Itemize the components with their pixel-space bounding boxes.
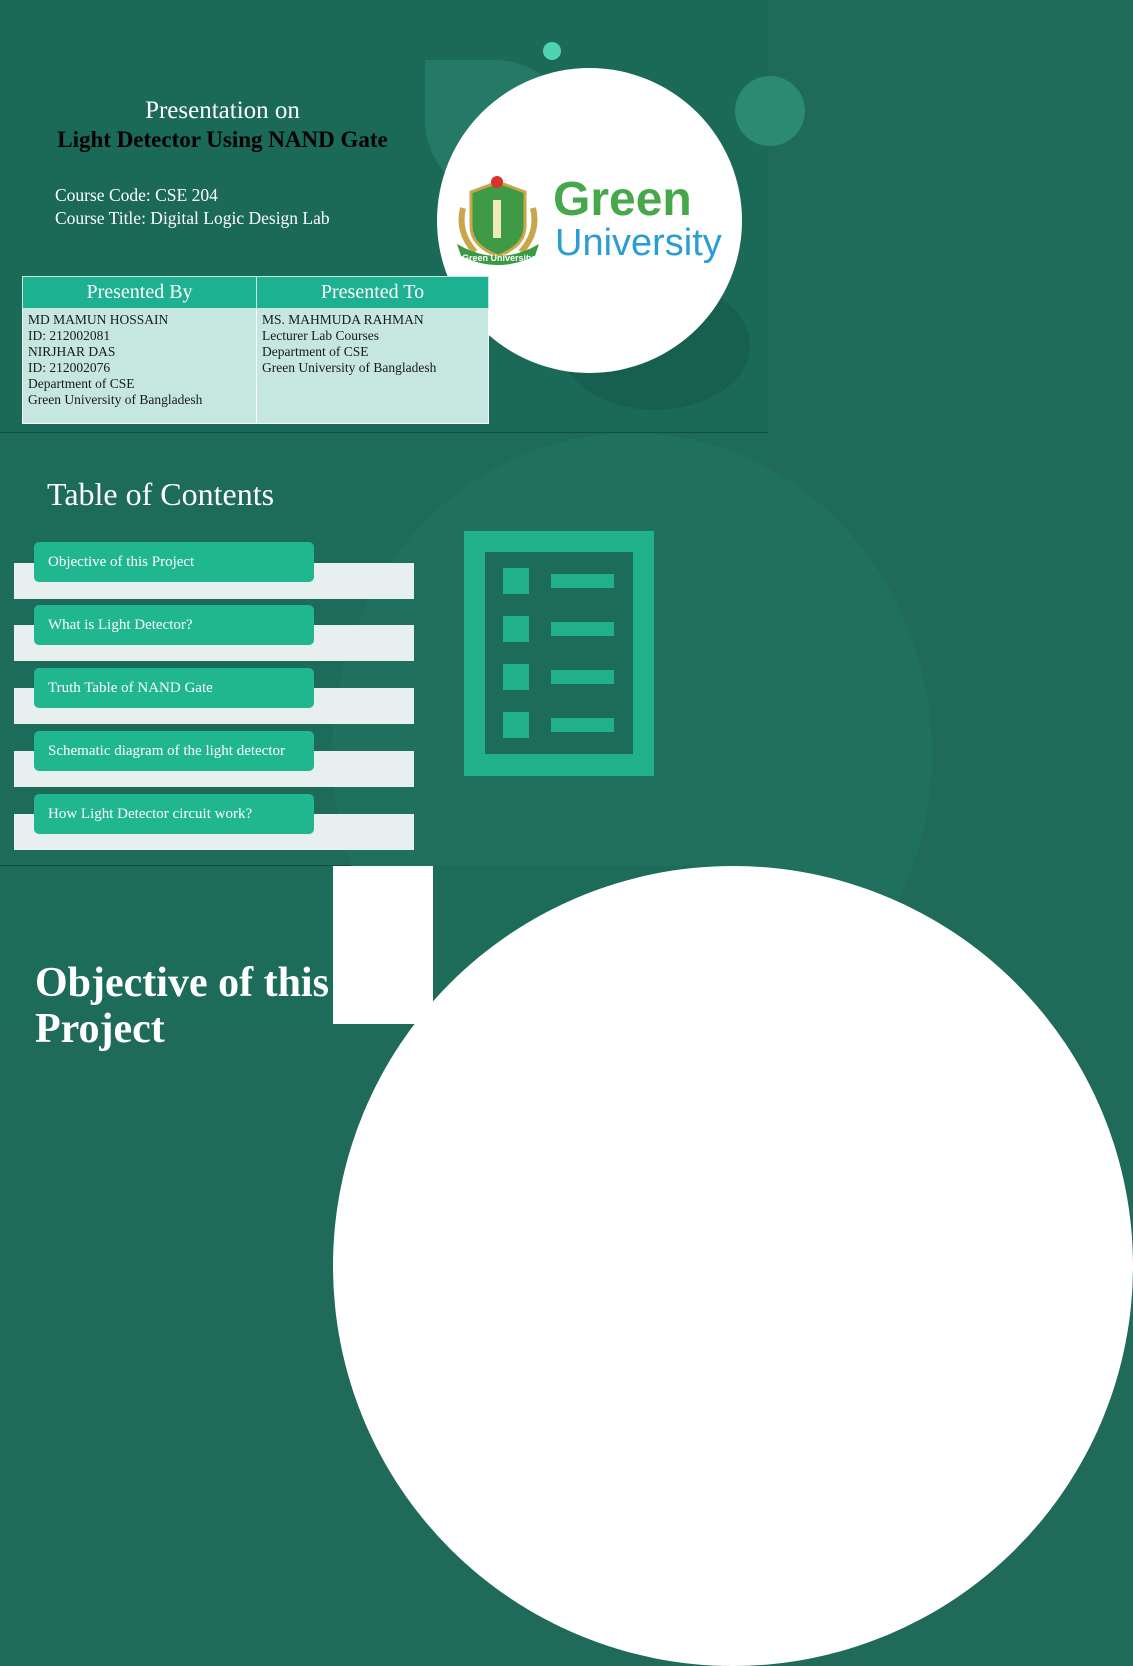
checklist-icon-inner (485, 552, 633, 754)
logo-word-green: Green (553, 173, 692, 226)
presentation-title: Light Detector Using NAND Gate (57, 127, 388, 152)
presenter-line: Department of CSE (28, 376, 135, 391)
decorative-white-panel (333, 866, 433, 1024)
recipient-line: Green University of Bangladesh (262, 360, 437, 375)
presented-by-cell (23, 309, 257, 424)
recipient-line: Department of CSE (262, 344, 369, 359)
checklist-line (551, 718, 614, 732)
presenter-line: NIRJHAR DAS (28, 344, 116, 359)
slide-table-of-contents (0, 433, 768, 865)
checklist-line (551, 670, 614, 684)
toc-title: Table of Contents (47, 476, 275, 512)
presented-by-header: Presented By (23, 277, 257, 309)
objective-title: Objective of this Project (35, 960, 329, 1052)
presented-to-header: Presented To (257, 277, 489, 309)
toc-item-schematic[interactable]: Schematic diagram of the light detector (34, 731, 314, 771)
logo-ribbon-text: Green University (461, 253, 535, 263)
presented-to-cell (257, 309, 489, 424)
course-code: Course Code: CSE 204 (55, 185, 218, 205)
recipient-line: Lecturer Lab Courses (262, 328, 379, 343)
presenter-line: ID: 212002081 (28, 328, 111, 343)
presentation-subtitle: Presentation on (145, 97, 300, 124)
checklist-box (503, 616, 529, 642)
presenter-line: Green University of Bangladesh (28, 392, 203, 407)
decorative-circle (735, 76, 805, 146)
presenter-line: MD MAMUN HOSSAIN (28, 312, 169, 327)
checklist-icon (464, 531, 654, 776)
presenters-table (22, 276, 489, 424)
presenter-line: ID: 212002076 (28, 360, 111, 375)
checklist-box (503, 712, 529, 738)
checklist-line (551, 622, 614, 636)
course-title: Course Title: Digital Logic Design Lab (55, 208, 330, 228)
university-crest-icon (449, 170, 547, 268)
toc-item-light-detector[interactable]: What is Light Detector? (34, 605, 314, 645)
toc-item-truth-table[interactable]: Truth Table of NAND Gate (34, 668, 314, 708)
toc-item-circuit-work[interactable]: How Light Detector circuit work? (34, 794, 314, 834)
decorative-white-arc (333, 866, 1133, 1666)
checklist-box (503, 664, 529, 690)
slide-objective (0, 866, 768, 1052)
decorative-dot (543, 42, 561, 60)
checklist-box (503, 568, 529, 594)
toc-item-objective[interactable]: Objective of this Project (34, 542, 314, 582)
checklist-line (551, 574, 614, 588)
logo-word-university: University (555, 222, 722, 264)
slide-title (0, 0, 768, 432)
recipient-line: MS. MAHMUDA RAHMAN (262, 312, 424, 327)
